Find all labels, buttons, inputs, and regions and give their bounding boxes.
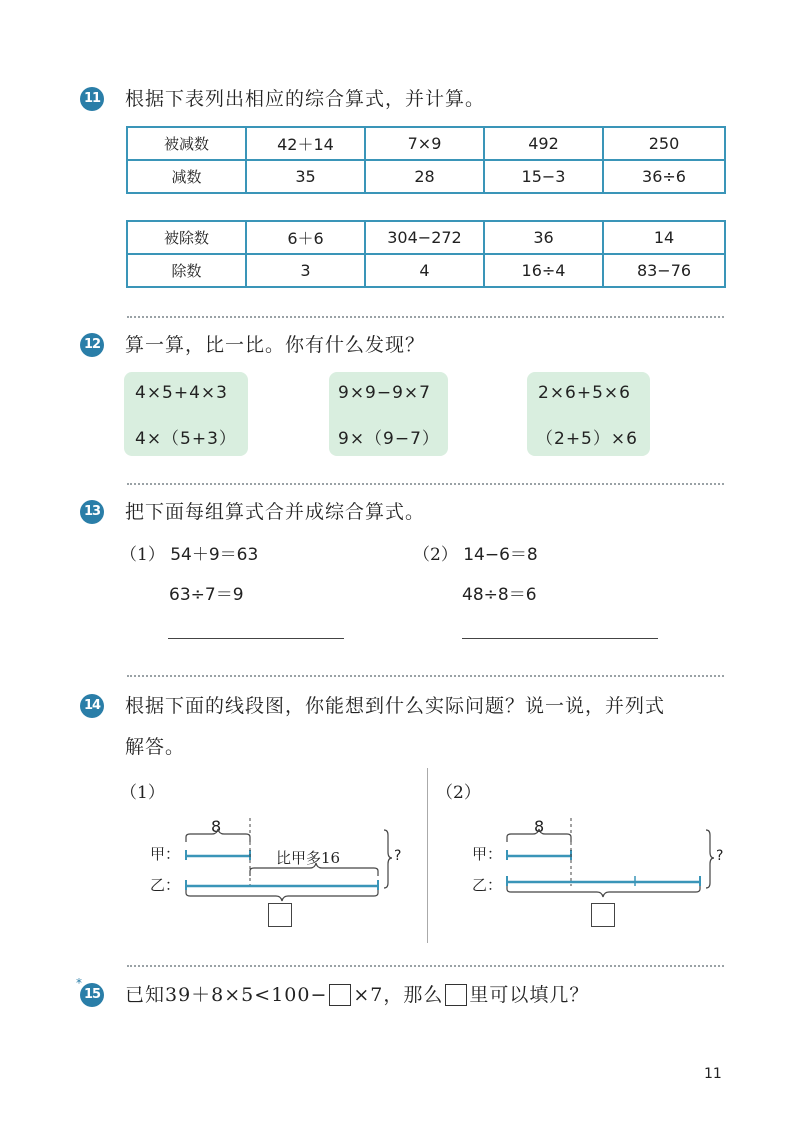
optional-star: * [76,976,82,990]
diagram-2-question: ? [716,848,724,864]
question-number-15: 15 [80,983,104,1007]
diagram-2-jia-value: 8 [534,817,545,836]
section-divider [127,965,724,967]
table-cell: 7×9 [365,127,484,160]
question-number-13: 13 [80,500,104,524]
expression: 4×5+4×3 [135,383,228,403]
table-cell: 14 [603,221,725,254]
question-12-prompt: 算一算，比一比。你有什么发现？ [125,334,426,356]
diagram-1-more-label: 比甲多16 [276,849,341,867]
question-number-12: 12 [80,333,104,357]
question-14-prompt-line1: 根据下面的线段图，你能想到什么实际问题？说一说，并列式 [125,695,666,717]
table-cell: 除数 [127,254,246,287]
expression: 2×6+5×6 [538,383,631,403]
table-cell: 83−76 [603,254,725,287]
diagram-1-jia-label: 甲： [150,845,181,863]
page-number: 11 [704,1066,722,1082]
expression: 9×9−9×7 [338,383,431,403]
table-cell: 36÷6 [603,160,725,193]
diagram-1-jia-value: 8 [211,817,222,836]
table-cell: 4 [365,254,484,287]
blank-box[interactable] [445,984,467,1006]
answer-box[interactable] [591,903,615,927]
diagram-2-yi-label: 乙： [472,876,503,894]
question-11-prompt: 根据下表列出相应的综合算式，并计算。 [125,88,486,110]
table-cell: 15−3 [484,160,603,193]
question-13-prompt: 把下面每组算式合并成综合算式。 [125,501,426,523]
table-cell: 被除数 [127,221,246,254]
diagram-2-label: （2） [436,783,481,803]
table-cell: 42＋14 [246,127,365,160]
question-15-part-c: 里可以填几？ [469,984,590,1006]
table-cell: 6＋6 [246,221,365,254]
expression: 9×（9−7） [338,429,440,449]
table-cell: 36 [484,221,603,254]
expression: （2+5）×6 [536,429,638,449]
table-cell: 被减数 [127,127,246,160]
table-cell: 16÷4 [484,254,603,287]
part-1-equation-2: 63÷7＝9 [169,585,244,605]
question-number-14: 14 [80,694,104,718]
table-cell: 3 [246,254,365,287]
table-cell: 35 [246,160,365,193]
table-cell: 492 [484,127,603,160]
blank-box[interactable] [329,984,351,1006]
expression: 4×（5+3） [135,429,237,449]
part-2-equation-2: 48÷8＝6 [462,585,537,605]
equation: 14−6＝8 [463,545,538,565]
question-14-prompt-line2: 解答。 [125,736,186,758]
table-cell: 250 [603,127,725,160]
question-15-text [125,980,589,1007]
question-15-part-a: 已知39＋8×5<100− [125,984,328,1006]
table-cell: 28 [365,160,484,193]
diagram-2-jia-label: 甲： [472,845,503,863]
table-cell: 减数 [127,160,246,193]
equation: 54＋9＝63 [170,545,259,565]
question-number-11: 11 [80,87,104,111]
table-cell: 304−272 [365,221,484,254]
part-1-label: （1） [120,545,165,565]
diagram-1-question: ? [394,848,402,864]
diagram-1-label: （1） [120,783,165,803]
part-2-label: （2） [413,545,458,565]
question-15-part-b: ×7，那么 [353,984,444,1006]
diagram-1-yi-label: 乙： [150,876,181,894]
